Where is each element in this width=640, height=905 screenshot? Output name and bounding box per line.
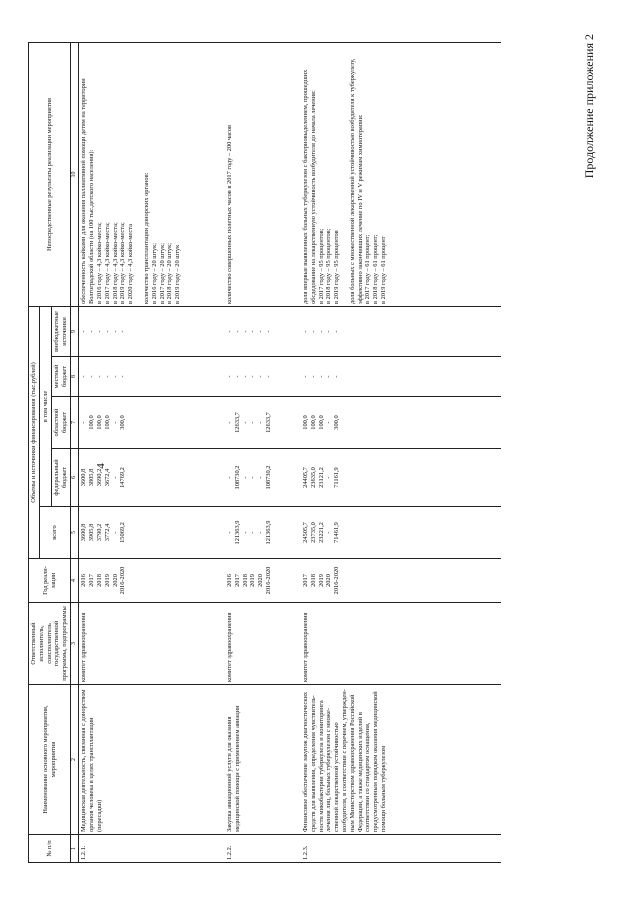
- header-total: всего: [39, 507, 70, 559]
- col-number: 4: [71, 559, 79, 603]
- row-name: Медицинская деятельность, связанная с донорством органов человека в целях трансплантации (пересадки): [79, 685, 225, 835]
- row-extra: - - - - - -: [225, 307, 301, 357]
- row-total: 24505,7 23735,0 23221,2 - 71461,9: [301, 507, 501, 559]
- row-executor: комитет здравоохранения: [79, 603, 225, 685]
- row-num: 1.2.1.: [79, 835, 225, 863]
- page-number: 4: [94, 463, 107, 469]
- row-name: Закупка авиационной услуги для оказания медицинской помощи с применением авиации: [225, 685, 301, 835]
- header-year: Год реализации: [29, 559, 71, 603]
- table-row: [79, 43, 225, 863]
- row-name: Финансовое обеспечение закупок диагностических средств для выявления, определения чувствительности микобактерии туберкулеза и мониторинга лечения лиц, больных туберкулезом с множественной лекарственной устойчивостью возбудителя, в соответствии с перечнем, утвержденным Министерством здравоохранения Российской Федерации, а также медицинских изделий в соответствии со стандартом оснащения, предусмотренным порядком оказания медицинской помощи больным туберкулезом: [301, 685, 501, 835]
- col-number: 2: [71, 685, 79, 835]
- row-years: 2017 2018 2019 2020 2016-2020: [301, 559, 501, 603]
- program-table: [28, 42, 501, 863]
- table-row: [225, 43, 301, 863]
- row-local: - - - - -: [301, 357, 501, 397]
- header-incl: в том числе: [39, 307, 52, 507]
- col-number: 5: [71, 507, 79, 559]
- row-total: - 121363,9 - - - 121363,9: [225, 507, 301, 559]
- header-name: Наименование основного мероприятия, мероприятия: [29, 685, 71, 835]
- col-number: 3: [71, 603, 79, 685]
- row-executor: комитет здравоохранения: [225, 603, 301, 685]
- header-regional: областной бюджет: [52, 397, 71, 449]
- row-num: 1.2.2.: [225, 835, 301, 863]
- row-regional: - 100,0 100,0 100,0 - 300,0: [79, 397, 225, 449]
- row-result: количество совершенных полетных часов в 2017 году – 200 часов: [225, 43, 301, 307]
- row-num: 1.2.3.: [301, 835, 501, 863]
- col-number: 9: [71, 307, 79, 357]
- appendix-title: Продолжение приложения 2: [582, 34, 596, 179]
- header-row: [29, 43, 40, 863]
- header-num: № п/п: [29, 835, 71, 863]
- row-regional: 100,0 100,0 100,0 - 300,0: [301, 397, 501, 449]
- row-federal: - 108730,2 - - - 108730,2: [225, 449, 301, 507]
- table-row: [301, 43, 501, 863]
- row-extra: - - - - -: [301, 307, 501, 357]
- header-executor: Ответственный исполнитель, соисполнитель государственной программы, подпрограммы: [29, 603, 71, 685]
- row-regional: - 12633,7 - - - 12633,7: [225, 397, 301, 449]
- row-local: - - - - - -: [225, 357, 301, 397]
- header-volumes: Объемы и источники финансирования (тыс.рублей): [29, 307, 40, 559]
- header-extra: внебюджетные источники: [52, 307, 71, 357]
- row-result: обеспеченность койками для оказания паллиативной помощи детям на территории Волгоградской области (на 100 тыс.детского населения): в 2016 году – 4,3 койко-места; в 2017 году – 4,3 койко-места; в 2018 году – 4,3 койко-места; в 2019 году – 4,3 койко-места; в 2020 году – 4,3 койко-места количество трансплантации донорских органов: в 2016 году – 20 штук; в 2017 году – 20 штук; в 2018 году – 20 штук; в 2019 году – 20 штук: [79, 43, 225, 307]
- col-number: 8: [71, 357, 79, 397]
- row-executor: комитет здравоохранения: [301, 603, 501, 685]
- row-total: 3600,8 3905,8 3790,2 3772,4 - 15069,2: [79, 507, 225, 559]
- header-results: Непосредственные результаты реализации мероприятия: [29, 43, 71, 307]
- col-number: 6: [71, 449, 79, 507]
- row-federal: 24405,7 23635,0 23121,2 - 71161,9: [301, 449, 501, 507]
- col-number: 1: [71, 835, 79, 863]
- row-local: - - - - - -: [79, 357, 225, 397]
- row-result: доля впервые выявленных больных туберкулезом с бактериовыделением, прошедших обсдедование на лекарственную устойчивость возбудителя до начала лечения: в 2017 году – 95 процентов; в 2018 году – 95 процентов; в 2019 году – 95 процентов доля больных с множественной лекарственной устойчивостью возбудителя к туберкулезу, эффективно закончивших лечение по IV и V режимам химиотерапии: в 2017 году – 61 процент; в 2018 году – 61 процент; в 2019 году – 61 процент: [301, 43, 501, 307]
- row-federal: 3600,8 3805,8 3690,2 3672,4 - 14769,2: [79, 449, 225, 507]
- col-number: 7: [71, 397, 79, 449]
- row-extra: - - - - - -: [79, 307, 225, 357]
- row-years: 2016 2017 2018 2019 2020 2016-2020: [79, 559, 225, 603]
- col-number: 10: [71, 43, 79, 307]
- header-federal: федеральный бюджет: [52, 449, 71, 507]
- column-numbers-row: [71, 43, 79, 863]
- row-years: 2016 2017 2018 2019 2020 2016-2020: [225, 559, 301, 603]
- header-local: местный бюджет: [52, 357, 71, 397]
